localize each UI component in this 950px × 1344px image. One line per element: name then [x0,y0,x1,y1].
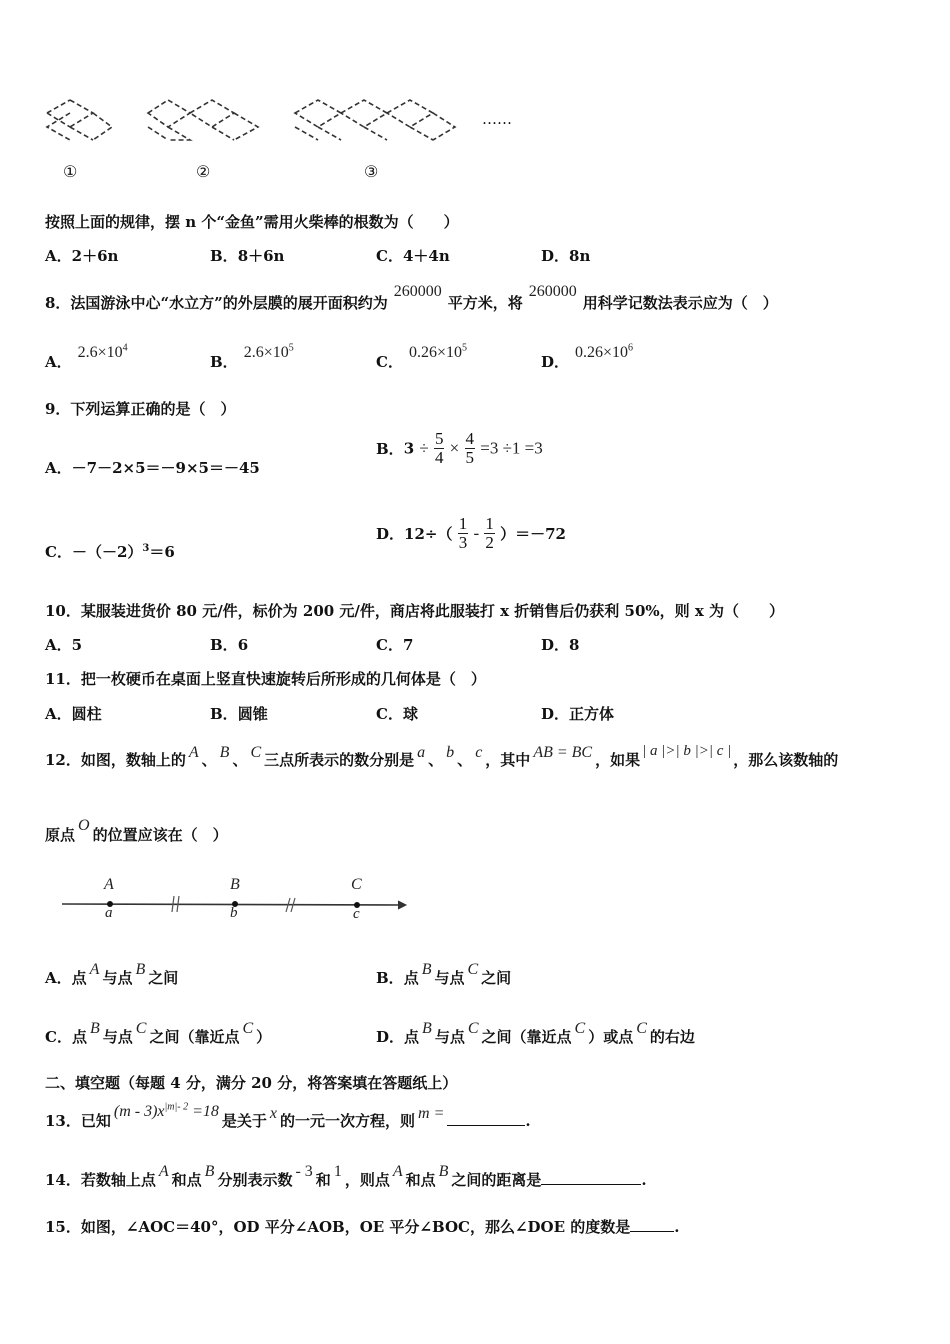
fish-label-2: ② [196,162,211,181]
q8-option-a[interactable]: A．$2.6\times 10^4$ [45,342,128,371]
q10-option-b[interactable]: B．6 [210,636,249,654]
section-2-title: 二、填空题（每题 4 分，满分 20 分，将答案填在答题纸上） [45,1074,458,1092]
fish-label-3: ③ [364,162,379,181]
q9-stem: 9．下列运算正确的是（ ） [45,400,236,418]
q15-answer-blank[interactable] [630,1231,674,1232]
goldfish-figure [0,0,950,200]
q11-option-d[interactable]: D．正方体 [541,705,615,723]
q8-stem: 8．法国游泳中心“水立方”的外层膜的展开面积约为260000平方米，将260000用科学记数法表示应为（ ） [45,283,778,312]
q7-option-d[interactable]: D．8n [541,247,591,265]
axis-label-a: a [105,905,113,921]
q7-stem: 按照上面的规律，摆 n 个“金鱼”需用火柴棒的根数为（ ） [45,213,459,231]
q9-d-fraction-2: $\frac{1}{2}$ [485,514,494,552]
axis-label-A: A [104,876,114,893]
q9-d-fraction-1: $\frac{1}{3}$ [458,514,468,552]
q13-answer-blank[interactable] [447,1125,525,1126]
q12-stem-line1: 12．如图，数轴上的 A 、 B 、 C 三点所表示的数分别是 a 、 b 、 c ，其中 AB = BC ，如果 | a |>| b |>| c | ，那么该数轴的 [45,743,839,769]
q10-option-d[interactable]: D．8 [541,636,580,654]
fish-ellipsis: …… [482,110,512,128]
q8-option-b[interactable]: B．$2.6\times 10^5$ [210,342,294,371]
axis-label-c: c [353,906,360,922]
q12-option-b[interactable]: B．点 B 与点 C 之间 [376,961,512,987]
axis-label-b: b [230,905,238,921]
axis-label-B: B [230,876,240,893]
q15-stem: 15．如图，∠AOC＝40°，OD 平分∠AOB，OE 平分∠BOC，那么∠DOE 的度数是 . [45,1218,680,1236]
q9-b-fraction-2: $\frac{4}{5}$ [465,429,474,467]
q13-stem: 13．已知$(m - 3)x^{|m|- 2} =18$是关于 x 的一元一次方程，则 m = . [45,1101,531,1130]
q9-option-a[interactable]: A．－7－2×5＝－9×5＝－45 [45,459,260,477]
q12-option-c[interactable]: C．点 B 与点 C 之间（靠近点 C ） [45,1020,272,1046]
q10-option-a[interactable]: A．5 [45,636,83,654]
q9-option-c[interactable]: C．$-(-2)^3=6$ [45,543,175,561]
q11-option-b[interactable]: B．圆锥 [210,705,268,723]
number-line-figure [0,870,450,930]
q8-option-c[interactable]: C．$0.26\times 10^5$ [376,342,467,371]
q14-answer-blank[interactable] [541,1184,641,1185]
q12-option-d[interactable]: D．点 B 与点 C 之间（靠近点 C ）或点 C 的右边 [376,1020,695,1046]
q9-b-fraction-1: $\frac{5}{4}$ [434,429,444,467]
q11-option-a[interactable]: A．圆柱 [45,705,102,723]
q9-option-b[interactable]: B．3 ÷ $\frac{5}{4}$ × $\frac{4}{5}$ =3 ÷1 =3 [376,429,543,467]
q12-option-a[interactable]: A．点 A 与点 B 之间 [45,961,179,987]
q7-option-a[interactable]: A．2＋6n [45,247,119,265]
q8-option-d[interactable]: D．$0.26\times 10^6$ [541,342,634,371]
q10-option-c[interactable]: C．7 [376,636,414,654]
q12-stem-line2: 原点O的位置应该在（ ） [45,817,228,844]
q11-stem: 11．把一枚硬币在桌面上竖直快速旋转后所形成的几何体是（ ） [45,670,486,688]
q9-option-d[interactable]: D．12÷（ $\frac{1}{3}$ - $\frac{1}{2}$ ）＝－72 [376,514,566,552]
fish-label-1: ① [63,162,78,181]
q7-option-b[interactable]: B．8＋6n [210,247,285,265]
q14-stem: 14．若数轴上点 A 和点 B 分别表示数 - 3 和 1 ，则点 A 和点 B 之间的距离是 . [45,1163,647,1189]
q7-option-c[interactable]: C．4＋4n [376,247,450,265]
number-line-arrow [398,901,406,909]
q10-stem: 10．某服装进货价 80 元/件，标价为 200 元/件，商店将此服装打 x 折销售后仍获利 50%，则 x 为（ ） [45,602,785,620]
axis-label-C: C [351,876,362,893]
q11-option-c[interactable]: C．球 [376,705,418,723]
